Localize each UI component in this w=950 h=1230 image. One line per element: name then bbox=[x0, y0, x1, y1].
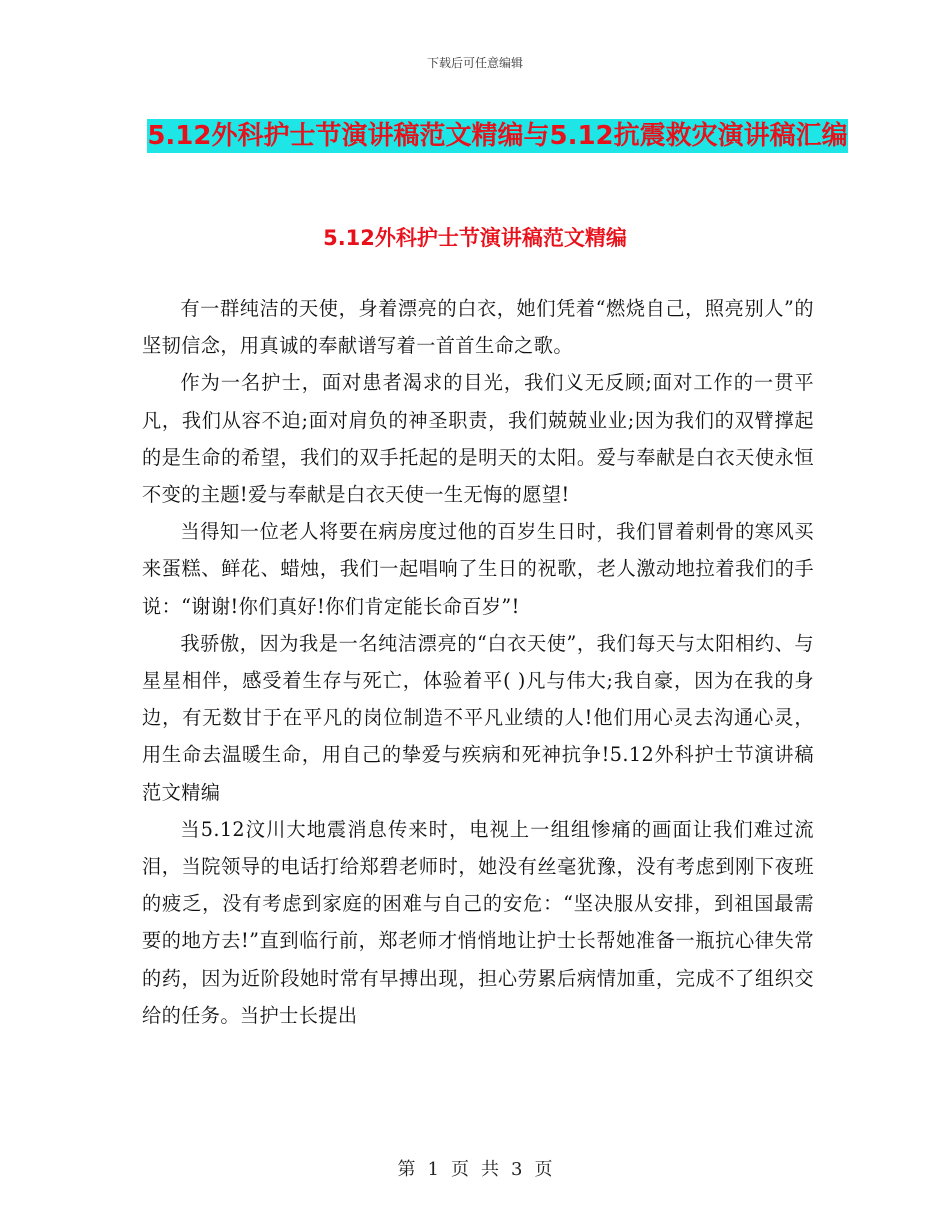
header-note: 下载后可任意编辑 bbox=[426, 56, 523, 70]
document-title-text: 5.12外科护士节演讲稿范文精编与5.12抗震救灾演讲稿汇编 bbox=[147, 121, 848, 151]
page-footer bbox=[0, 1155, 950, 1181]
body-text bbox=[142, 290, 814, 1034]
footer-page-label: 第 bbox=[397, 1159, 416, 1180]
paragraph: 当得知一位老人将要在病房度过他的百岁生日时，我们冒着刺骨的寒风买来蛋糕、鲜花、蜡烛，我们一起唱响了生日的祝歌，老人激动地拉着我们的手说：“谢谢!你们真好!你们肯定能长命百岁”! bbox=[142, 520, 814, 618]
paragraph: 有一群纯洁的天使，身着漂亮的白衣，她们凭着“燃烧自己，照亮别人”的坚韧信念，用真诚的奉献谱写着一首首生命之歌。 bbox=[142, 297, 814, 358]
footer-total-number: 3 bbox=[511, 1159, 523, 1180]
footer-page-number: 1 bbox=[427, 1159, 439, 1180]
footer-total-unit: 页 bbox=[534, 1159, 553, 1180]
section-title: 5.12外科护士节演讲稿范文精编 bbox=[323, 226, 627, 250]
footer-total-label: 共 bbox=[481, 1159, 499, 1180]
paragraph: 当5.12汶川大地震消息传来时，电视上一组组惨痛的画面让我们难过流泪，当院领导的电话打给郑碧老师时，她没有丝毫犹豫，没有考虑到刚下夜班的疲乏，没有考虑到家庭的困难与自己的安危：“坚决服从安排，到祖国最需要的地方去!”直到临行前，郑老师才悄悄地让护士长帮她准备一瓶抗心律失常的药，因为近阶段她时常有早搏出现，担心劳累后病情加重，完成不了组织交给的任务。当护士长提出 bbox=[142, 817, 814, 1027]
document-title bbox=[140, 110, 855, 162]
paragraph: 作为一名护士，面对患者渴求的目光，我们义无反顾;面对工作的一贯平凡，我们从容不迫;面对肩负的神圣职责，我们兢兢业业;因为我们的双臂撑起的是生命的希望，我们的双手托起的是明天的太阳。爱与奉献是白衣天使永恒不变的主题!爱与奉献是白衣天使一生无悔的愿望! bbox=[142, 371, 814, 507]
footer-page-unit: 页 bbox=[451, 1159, 469, 1180]
paragraph: 我骄傲，因为我是一名纯洁漂亮的“白衣天使”，我们每天与太阳相约、与星星相伴，感受着生存与死亡，体验着平( )凡与伟大;我自豪，因为在我的身边，有无数甘于在平凡的岗位制造不平凡业绩的人!他们用心灵去沟通心灵，用生命去温暖生命，用自己的挚爱与疾病和死神抗争!5.12外科护士节演讲稿范文精编 bbox=[142, 631, 814, 804]
